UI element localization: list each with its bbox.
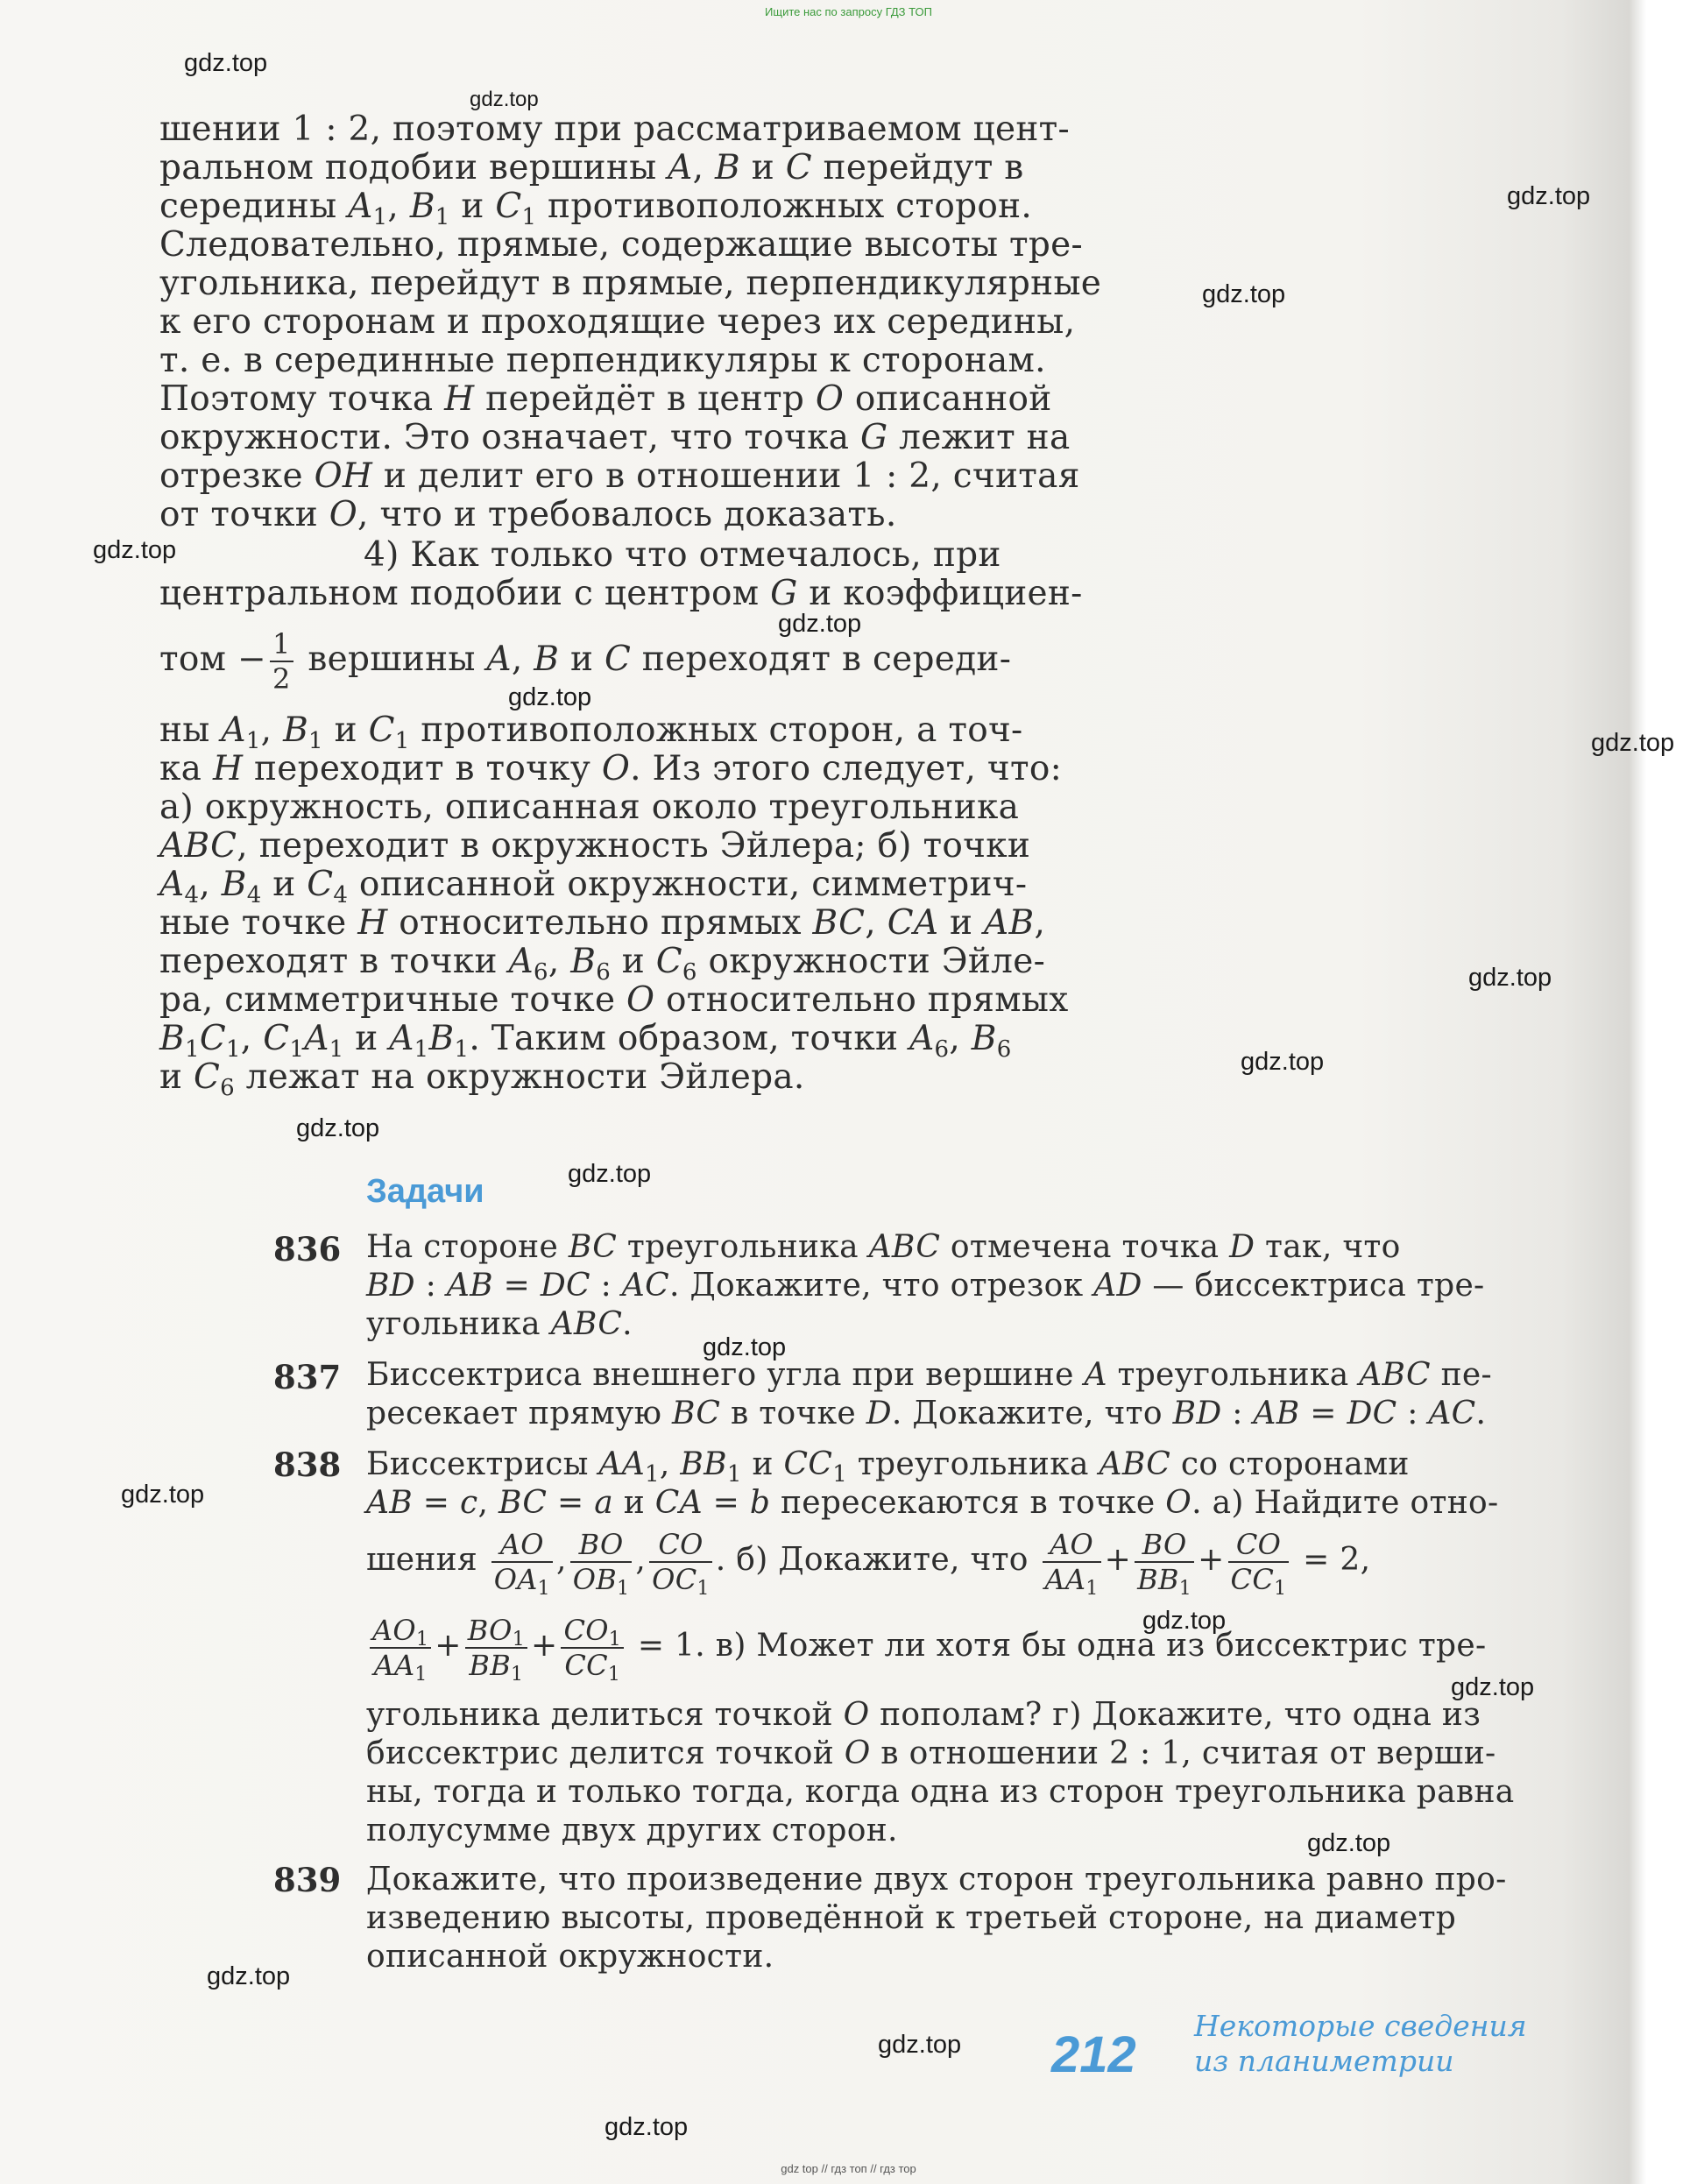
watermark: gdz.top <box>605 2113 689 2141</box>
text-line: Поэтому точка H перейдёт в центр O описанной <box>159 379 1052 419</box>
text-line: биссектрис делится точкой O в отношении 2 : 1, считая от верши- <box>366 1735 1496 1771</box>
text-line: Биссектрисы $AA_1$, $BB_1$ и $CC_1$ треугольника ABC со сторонами <box>366 1446 1410 1488</box>
text-line: переходят в точки $A_6$, $B_6$ и $C_6$ окружности Эйле- <box>159 942 1046 986</box>
text-line: $B_1C_1$, $C_1A_1$ и $A_1B_1$. Таким образом, точки $A_6$, $B_6$ <box>159 1019 1012 1063</box>
text-line: середины $A_1$, $B_1$ и $C_1$ противоположных сторон. <box>159 187 1033 230</box>
text-line: от точки O, что и требовалось доказать. <box>159 495 897 534</box>
text-line: $A_4$, $B_4$ и $C_4$ описанной окружности, симметрич- <box>159 865 1028 908</box>
text-line: полусумме двух других сторон. <box>366 1813 898 1848</box>
text-line: ABC, переходит в окружность Эйлера; б) точки <box>159 826 1031 866</box>
watermark: gdz.top <box>1202 280 1286 308</box>
watermark: gdz.top <box>121 1481 205 1509</box>
text-line: Биссектриса внешнего угла при вершине A треугольника ABC пе- <box>366 1357 1492 1393</box>
text-line: к его сторонам и проходящие через их середины, <box>159 302 1076 342</box>
section-title-line-1: Некоторые сведения <box>1194 2009 1527 2043</box>
text-line: окружности. Это означает, что точка G лежит на <box>159 418 1071 457</box>
watermark: gdz.top <box>184 49 268 77</box>
watermark: gdz.top <box>1142 1607 1227 1635</box>
fraction: $\frac{1}{2}$ <box>270 627 293 696</box>
text-line: изведению высоты, проведённой к третьей стороне, на диаметр <box>366 1900 1457 1936</box>
watermark: gdz.top <box>703 1333 787 1361</box>
fraction: $\frac{CO}{CC_1}$ <box>1228 1528 1290 1596</box>
fraction: $\frac{AO}{AA_1}$ <box>1043 1528 1101 1596</box>
text-line: AB = c, BC = a и CA = b пересекаются в точке O. а) Найдите отно- <box>366 1485 1499 1521</box>
text-line: ны $A_1$, $B_1$ и $C_1$ противоположных сторон, а точ- <box>159 710 1023 754</box>
fraction: $\frac{BO}{BB_1}$ <box>1135 1528 1194 1596</box>
watermark: gdz.top <box>207 1962 291 1990</box>
text-line: а) окружность, описанная около треугольника <box>159 788 1020 827</box>
fraction: $\frac{BO}{OB_1}$ <box>570 1528 633 1596</box>
text-line: угольника ABC. <box>366 1306 633 1342</box>
text-line: Следовательно, прямые, содержащие высоты тре- <box>159 225 1084 265</box>
text-line: ральном подобии вершины A, B и C перейдут в <box>159 148 1024 187</box>
watermark: gdz.top <box>296 1114 380 1142</box>
fraction: $\frac{CO}{OC_1}$ <box>649 1528 712 1596</box>
text-line: угольника, перейдут в прямые, перпендикулярные <box>159 264 1102 303</box>
fraction: $\frac{AO_1}{AA_1}$ <box>370 1614 431 1682</box>
text-line: описанной окружности. <box>366 1939 774 1975</box>
text-line: том − $\frac{1}{2}$ вершины A, B и C переходят в середи- <box>159 627 1012 696</box>
watermark: gdz.top <box>878 2031 962 2059</box>
tasks-heading: Задачи <box>366 1173 484 1210</box>
page-number: 212 <box>1051 2026 1136 2083</box>
text-line: угольника делиться точкой O пополам? г) Докажите, что одна из <box>366 1697 1481 1733</box>
watermark: gdz.top <box>93 536 177 564</box>
text-line: $\frac{AO_1}{AA_1}$ + $\frac{BO_1}{BB_1}$ + $\frac{CO_1}{CC_1}$ = 1. в) Может ли хотя бы одна из биссектрис тре- <box>366 1607 1486 1686</box>
task-number: 838 <box>273 1445 342 1484</box>
fraction: $\frac{CO_1}{CC_1}$ <box>561 1614 624 1682</box>
text-line: 4) Как только что отмечалось, при <box>364 535 1001 575</box>
top-banner[interactable]: Ищите нас по запросу ГДЗ ТОП <box>765 5 932 18</box>
watermark: gdz.top <box>1451 1673 1535 1701</box>
text-line: На стороне BC треугольника ABC отмечена точка D так, что <box>366 1229 1401 1265</box>
task-number: 836 <box>273 1230 342 1269</box>
text-line: BD : AB = DC : AC. Докажите, что отрезок AD — биссектриса тре- <box>366 1268 1485 1304</box>
bottom-banner[interactable]: gdz top // гдз топ // гдз тор <box>781 2162 916 2175</box>
watermark: gdz.top <box>1591 729 1675 757</box>
watermark: gdz.top <box>778 610 862 638</box>
fraction: $\frac{BO_1}{BB_1}$ <box>465 1614 527 1682</box>
text-line: ресекает прямую BC в точке D. Докажите, что BD : AB = DC : AC. <box>366 1396 1487 1431</box>
text-line: ра, симметричные точке O относительно прямых <box>159 980 1069 1020</box>
watermark: gdz.top <box>470 88 539 111</box>
text-line: шения $\frac{AO}{OA_1}$ , $\frac{BO}{OB_1}$ , $\frac{CO}{OC_1}$ . б) Докажите, что $\frac{AO}{AA_1}$ + $\frac{BO}{BB_1}$ + $\frac{CO}{CC_1}$ = 2, <box>366 1528 1371 1600</box>
watermark: gdz.top <box>1241 1048 1325 1076</box>
section-title-line-2: из планиметрии <box>1194 2044 1454 2078</box>
text-line: отрезке OH и делит его в отношении 1 : 2, считая <box>159 456 1080 496</box>
watermark: gdz.top <box>508 683 592 711</box>
text-line: и $C_6$ лежат на окружности Эйлера. <box>159 1057 805 1101</box>
text-line: ные точке H относительно прямых BC, CA и AB, <box>159 903 1046 943</box>
task-number: 839 <box>273 1861 342 1899</box>
text-line: ка H переходит в точку O. Из этого следует, что: <box>159 749 1063 788</box>
text-line: т. е. в серединные перпендикуляры к сторонам. <box>159 341 1046 380</box>
text-line: шении 1 : 2, поэтому при рассматриваемом цент- <box>159 110 1071 149</box>
text-line: Докажите, что произведение двух сторон треугольника равно про- <box>366 1862 1507 1898</box>
watermark: gdz.top <box>1507 182 1591 210</box>
watermark: gdz.top <box>1468 964 1552 992</box>
watermark: gdz.top <box>568 1160 652 1188</box>
text-line: центральном подобии с центром G и коэффициен- <box>159 574 1083 613</box>
watermark: gdz.top <box>1307 1829 1391 1857</box>
task-number: 837 <box>273 1358 342 1396</box>
fraction: $\frac{AO}{OA_1}$ <box>491 1528 553 1596</box>
text-line: ны, тогда и только тогда, когда одна из сторон треугольника равна <box>366 1774 1515 1810</box>
